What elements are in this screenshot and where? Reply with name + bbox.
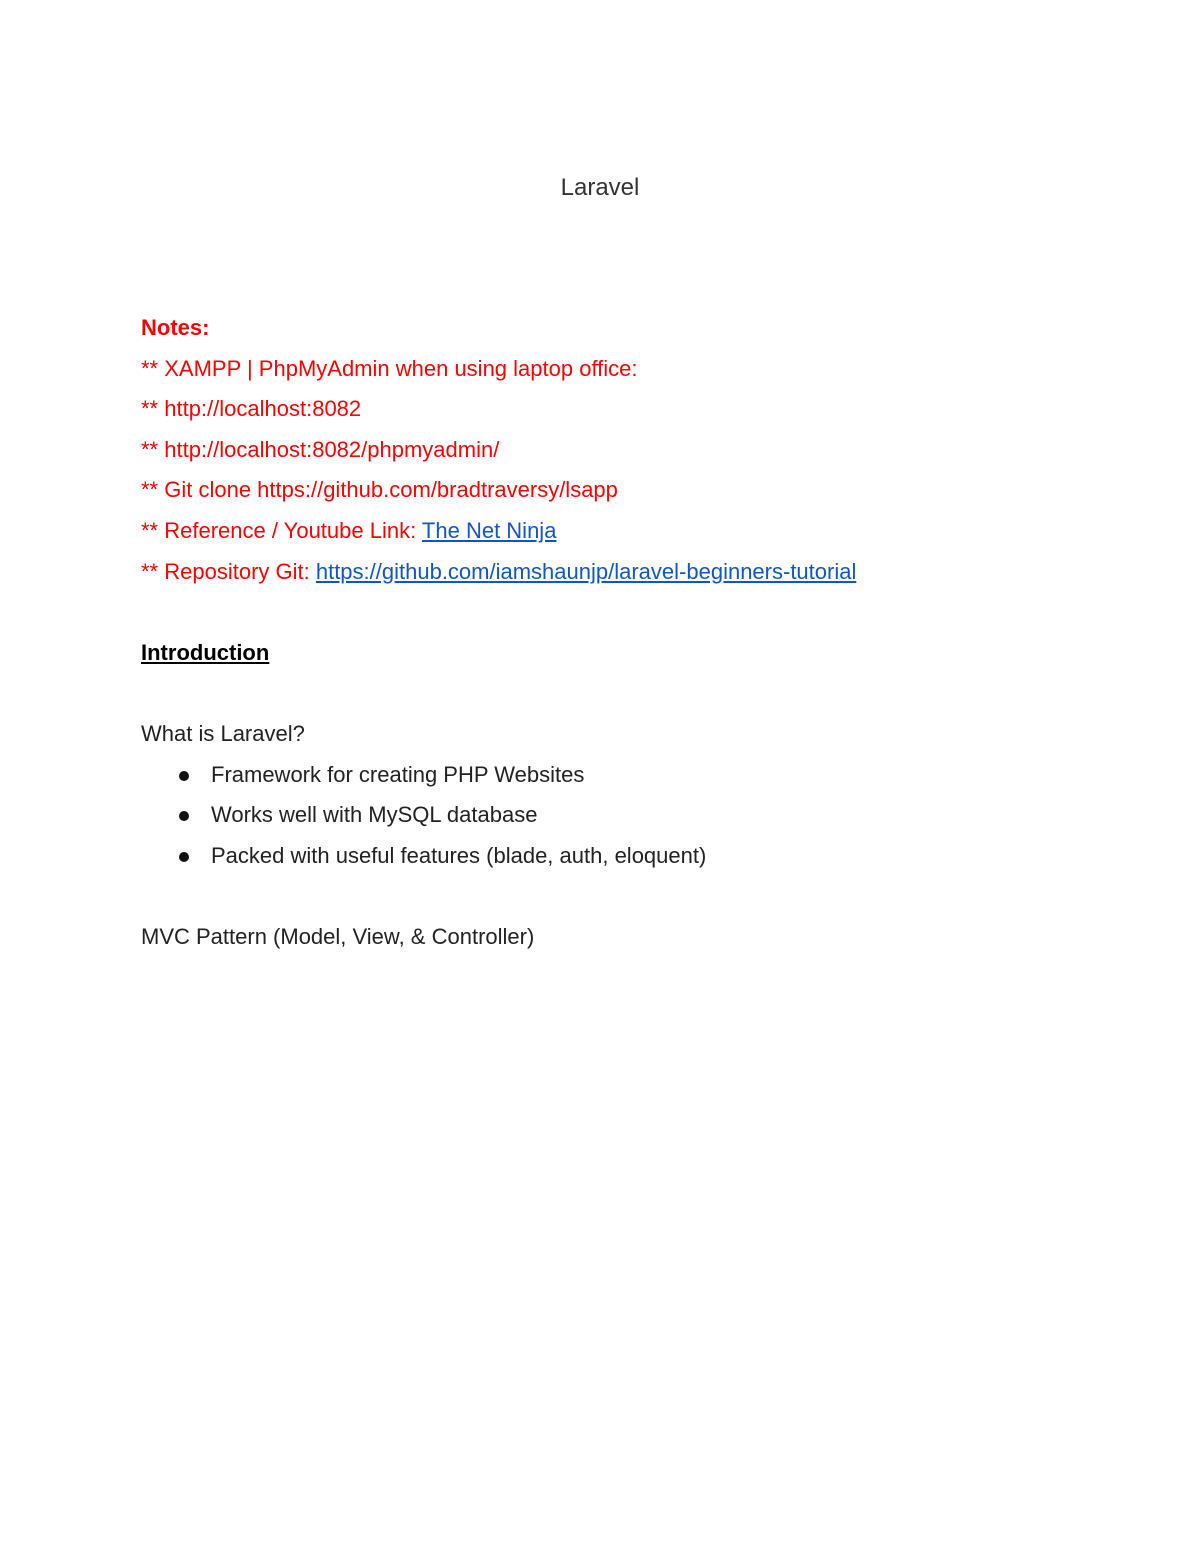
bullet-icon <box>179 771 189 781</box>
note-xampp: ** XAMPP | PhpMyAdmin when using laptop office: <box>141 355 638 381</box>
introduction-heading <box>141 633 1101 674</box>
list-item-text: Framework for creating PHP Websites <box>211 761 585 787</box>
list-item-text: Packed with useful features (blade, auth, eloquent) <box>211 842 707 868</box>
spacer <box>141 592 1101 633</box>
note-phpmyadmin: ** http://localhost:8082/phpmyadmin/ <box>141 436 500 462</box>
note-git-clone: ** Git clone https://github.com/bradtraversy/lsapp <box>141 477 618 503</box>
bullet-icon <box>179 811 189 821</box>
notes-heading: Notes: <box>141 315 210 340</box>
list-item <box>141 755 1101 796</box>
note-reference-label: ** Reference / Youtube Link: <box>141 517 422 543</box>
document-title: Laravel <box>560 174 640 201</box>
list-item-text: Works well with MySQL database <box>211 802 538 828</box>
repository-link[interactable]: https://github.com/iamshaunjp/laravel-beginners-tutorial <box>315 558 857 584</box>
net-ninja-link[interactable]: The Net Ninja <box>421 517 557 543</box>
list-item <box>141 795 1101 836</box>
feature-list <box>141 755 1101 877</box>
note-localhost: ** http://localhost:8082 <box>141 396 362 422</box>
spacer <box>141 673 1101 714</box>
note-repository <box>141 552 1101 593</box>
note-repository-label: ** Repository Git: <box>141 558 316 584</box>
bullet-icon <box>179 852 189 862</box>
list-item <box>141 836 1101 877</box>
note-reference <box>141 511 1101 552</box>
intro-question: What is Laravel? <box>141 720 305 746</box>
document-body <box>141 308 1101 958</box>
spacer <box>141 876 1101 917</box>
mvc-pattern: MVC Pattern (Model, View, & Controller) <box>141 923 535 949</box>
introduction-heading-text: Introduction <box>141 639 270 665</box>
